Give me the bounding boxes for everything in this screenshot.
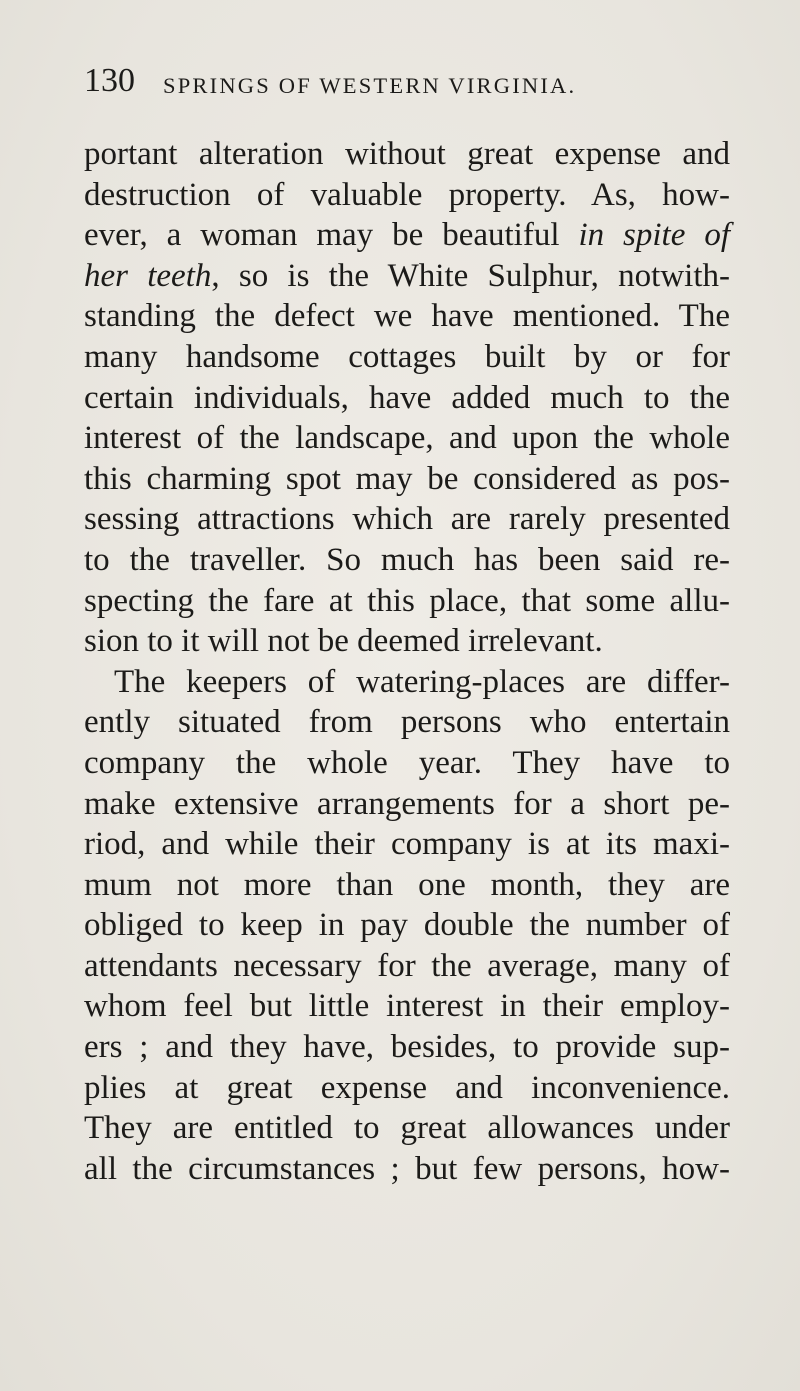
italic-text: in spite of: [578, 217, 730, 254]
italic-text: her teeth: [84, 257, 212, 294]
text-segment: mum not more than one month, they are: [84, 866, 730, 903]
text-line: [84, 743, 730, 784]
text-line: [84, 459, 730, 500]
text-segment: to the traveller. So much has been said re-: [84, 541, 730, 578]
text-segment: riod, and while their company is at its maxi-: [84, 826, 730, 863]
text-segment: sion to it will not be deemed irrelevant.: [84, 623, 603, 660]
text-line: [84, 296, 730, 337]
text-line: [84, 540, 730, 581]
text-segment: company the whole year. They have to: [84, 744, 730, 781]
text-segment: specting the fare at this place, that some allu-: [84, 582, 730, 619]
text-line: [84, 784, 730, 825]
body-text: [84, 134, 730, 1189]
text-line: [84, 1108, 730, 1149]
text-line: [84, 581, 730, 622]
text-segment: plies at great expense and inconvenience.: [84, 1069, 730, 1106]
text-segment: many handsome cottages built by or for: [84, 338, 730, 375]
text-segment: sessing attractions which are rarely presented: [84, 501, 730, 538]
text-segment: destruction of valuable property. As, how-: [84, 176, 730, 213]
text-line: [84, 986, 730, 1027]
text-line: [84, 824, 730, 865]
text-line: [84, 337, 730, 378]
text-segment: attendants necessary for the average, many of: [84, 947, 730, 984]
page-header: [84, 62, 724, 102]
text-segment: They are entitled to great allowances under: [84, 1110, 730, 1147]
text-segment: all the circumstances ; but few persons, how-: [84, 1150, 730, 1187]
running-head: SPRINGS OF WESTERN VIRGINIA.: [163, 73, 577, 98]
text-line: [84, 662, 730, 703]
text-line: [84, 1149, 730, 1190]
text-line: [84, 256, 730, 297]
text-line: [84, 175, 730, 216]
text-segment: make extensive arrangements for a short pe-: [84, 785, 730, 822]
text-segment: The keepers of watering-places are differ-: [114, 663, 730, 700]
page-number: 130: [84, 62, 135, 99]
text-segment: this charming spot may be considered as pos-: [84, 460, 730, 497]
text-segment: obliged to keep in pay double the number of: [84, 907, 730, 944]
text-segment: ently situated from persons who entertain: [84, 704, 730, 741]
text-segment: ever, a woman may be beautiful: [84, 217, 579, 254]
text-line: [84, 865, 730, 906]
text-line: [84, 946, 730, 987]
text-segment: standing the defect we have mentioned. The: [84, 298, 730, 335]
text-line: [84, 215, 730, 256]
text-line: [84, 134, 730, 175]
text-line: [84, 1027, 730, 1068]
text-segment: interest of the landscape, and upon the whole: [84, 420, 730, 457]
text-segment: whom feel but little interest in their employ-: [84, 988, 730, 1025]
text-segment: portant alteration without great expense and: [84, 136, 730, 172]
text-line: [84, 1068, 730, 1109]
text-line: [84, 499, 730, 540]
text-segment: , so is the White Sulphur, notwith-: [211, 257, 730, 294]
text-line: [84, 905, 730, 946]
text-line: [84, 378, 730, 419]
text-line: [84, 702, 730, 743]
text-line: [84, 621, 730, 662]
text-segment: ers ; and they have, besides, to provide sup-: [84, 1029, 730, 1066]
text-line: [84, 418, 730, 459]
text-segment: certain individuals, have added much to the: [84, 379, 730, 416]
